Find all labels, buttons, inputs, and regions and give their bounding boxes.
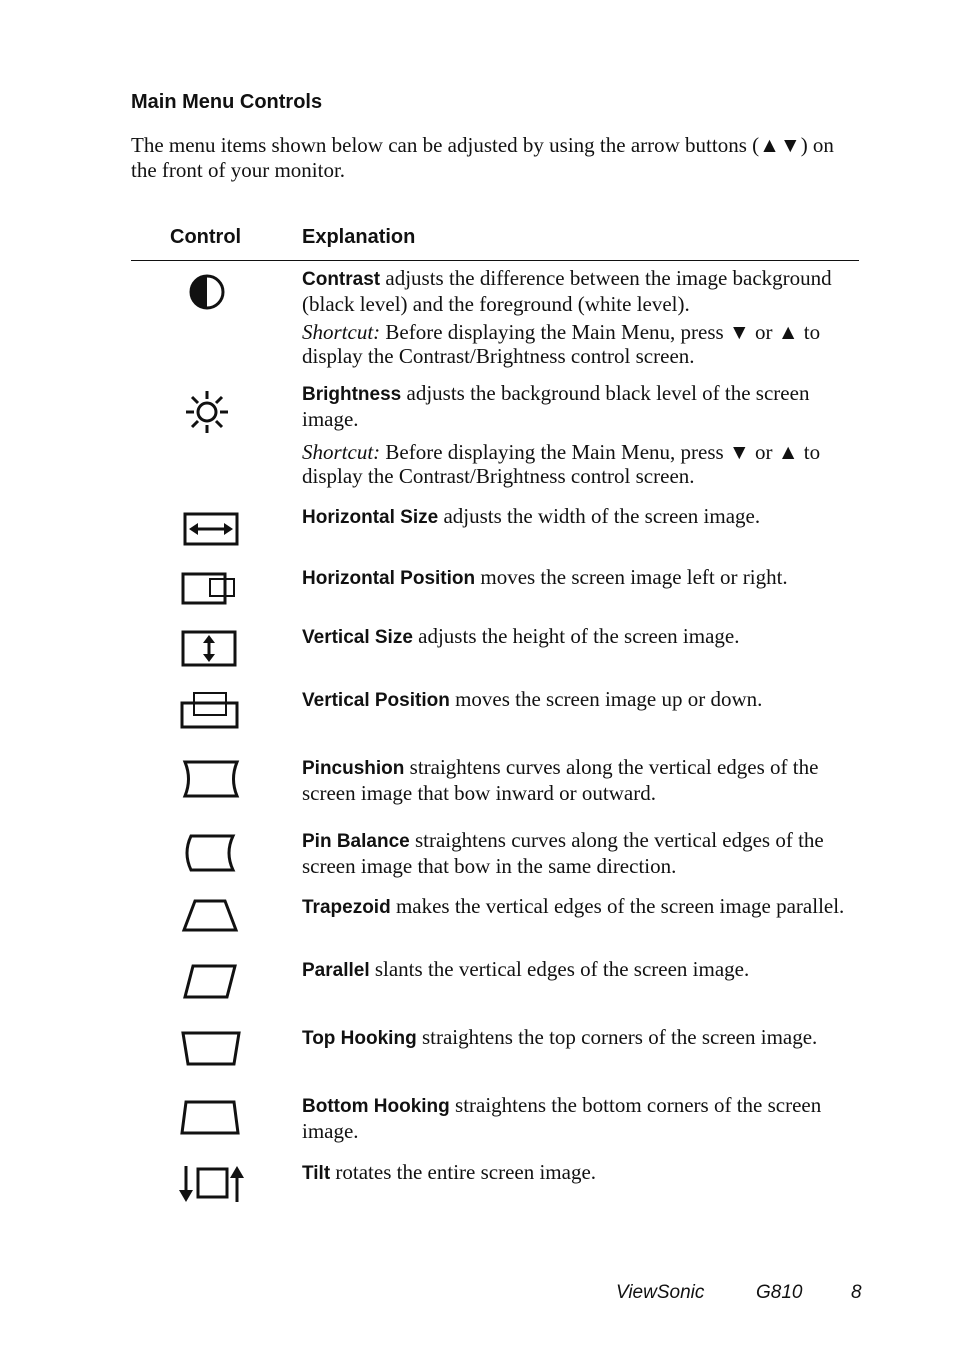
row-term: Pincushion <box>302 758 405 779</box>
contrast-icon <box>186 273 228 313</box>
row-trapezoid-explanation <box>302 894 847 920</box>
bottom-hooking-icon <box>179 1099 241 1137</box>
row-text: makes the vertical edges of the screen image parallel. <box>390 894 845 918</box>
footer-brand: ViewSonic <box>616 1282 705 1303</box>
row-text: adjusts the background black level of the screen image. <box>302 381 810 431</box>
footer-model: G810 <box>756 1282 803 1303</box>
row-bottom-hooking-explanation <box>302 1093 847 1143</box>
row-term: Pin Balance <box>302 831 410 852</box>
row-top-hooking-explanation <box>302 1025 847 1051</box>
page-title: Main Menu Controls <box>131 91 323 113</box>
row-text: straightens the top corners of the screen image. <box>416 1025 818 1049</box>
row-brightness-shortcut <box>302 440 847 488</box>
row-text: slants the vertical edges of the screen image. <box>369 957 750 981</box>
row-term: Vertical Position <box>302 690 450 711</box>
page-footer <box>0 1282 954 1306</box>
row-tilt-explanation <box>302 1160 847 1186</box>
tilt-icon <box>177 1164 247 1204</box>
shortcut-text: Before displaying the Main Menu, press ▼ or ▲ to display the Contrast/Brightness control screen. <box>302 320 821 368</box>
row-term: Trapezoid <box>302 897 391 918</box>
trapezoid-icon <box>181 898 239 934</box>
row-term: Top Hooking <box>302 1028 417 1049</box>
column-header-control: Control <box>170 226 242 248</box>
intro-paragraph: The menu items shown below can be adjusted by using the arrow buttons (▲▼) on the front of your monitor. <box>131 133 834 182</box>
row-vertical-position-explanation <box>302 687 847 713</box>
pincushion-icon <box>181 759 241 799</box>
row-term: Horizontal Position <box>302 568 476 589</box>
pin-balance-icon <box>181 833 237 873</box>
vertical-position-icon <box>179 690 241 730</box>
row-pincushion-explanation <box>302 755 847 805</box>
row-text: straightens curves along the vertical edges of the screen image that bow inward or outward. <box>302 755 819 805</box>
row-text: moves the screen image up or down. <box>449 687 763 711</box>
shortcut-label: Shortcut: <box>302 320 381 344</box>
row-pin-balance-explanation <box>302 828 847 878</box>
row-brightness-explanation <box>302 381 847 431</box>
vertical-size-icon <box>181 630 239 668</box>
row-term: Tilt <box>302 1163 331 1184</box>
row-text: adjusts the width of the screen image. <box>438 504 761 528</box>
row-contrast-explanation <box>302 266 847 316</box>
shortcut-label: Shortcut: <box>302 440 381 464</box>
row-term: Bottom Hooking <box>302 1096 450 1117</box>
row-term: Vertical Size <box>302 627 413 648</box>
row-term: Contrast <box>302 269 381 290</box>
row-term: Parallel <box>302 960 370 981</box>
shortcut-text: Before displaying the Main Menu, press ▼ or ▲ to display the Contrast/Brightness control screen. <box>302 440 821 488</box>
row-text: straightens curves along the vertical edges of the screen image that bow in the same direction. <box>302 828 824 878</box>
brightness-icon <box>184 389 230 435</box>
row-text: rotates the entire screen image. <box>330 1160 597 1184</box>
row-text: adjusts the difference between the image background (black level) and the foreground (white level). <box>302 266 832 316</box>
footer-page-number: 8 <box>851 1282 862 1303</box>
row-term: Horizontal Size <box>302 507 439 528</box>
header-rule <box>131 260 859 261</box>
row-text: straightens the bottom corners of the screen image. <box>302 1093 822 1143</box>
horizontal-size-icon <box>183 512 239 546</box>
horizontal-position-icon <box>180 571 240 607</box>
column-header-explanation: Explanation <box>302 226 416 248</box>
row-text: moves the screen image left or right. <box>475 565 788 589</box>
row-horizontal-size-explanation <box>302 504 847 530</box>
row-text: adjusts the height of the screen image. <box>412 624 740 648</box>
row-contrast-shortcut <box>302 320 847 368</box>
parallel-icon <box>181 963 239 1001</box>
row-horizontal-position-explanation <box>302 565 847 591</box>
row-vertical-size-explanation <box>302 624 847 650</box>
row-parallel-explanation <box>302 957 847 983</box>
row-term: Brightness <box>302 384 402 405</box>
top-hooking-icon <box>180 1030 242 1068</box>
